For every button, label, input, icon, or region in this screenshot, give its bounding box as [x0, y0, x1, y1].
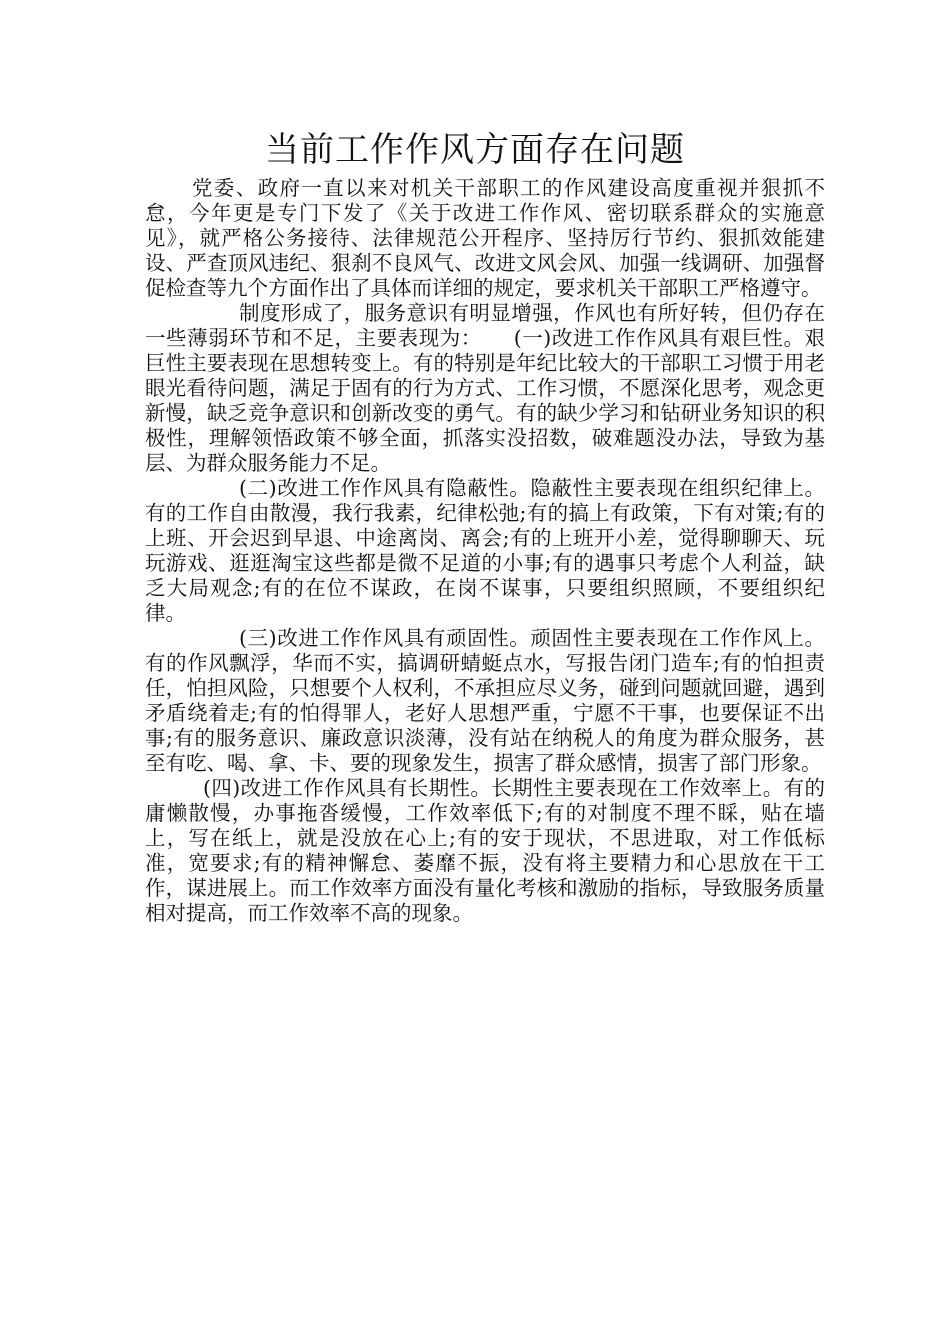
paragraph-section-3: (三)改进工作作风具有顽固性。顽固性主要表现在工作作风上。有的作风飘浮，华而不实，搞调研蜻蜓点水，写报告闭门造车;有的怕担责任，怕担风险，只想要个人权利，不承担应尽义务，碰到问题就回避，遇到矛盾绕着走;有的怕得罪人，老好人思想严重，宁愿不干事，也要保证不出事;有的服务意识、廉政意识淡薄，没有站在纳税人的角度为群众服务，甚至有吃、喝、拿、卡、要的现象发生，损害了群众感情，损害了部门形象。 — [145, 626, 825, 775]
document-title: 当前工作作风方面存在问题 — [265, 130, 685, 170]
paragraph-section-4: (四)改进工作作风具有长期性。长期性主要表现在工作效率上。有的庸懒散慢，办事拖沓缓慢，工作效率低下;有的对制度不理不睬，贴在墙上，写在纸上，就是没放在心上;有的安于现状，不思进取，对工作低标准，宽要求;有的精神懈怠、萎靡不振，没有将主要精力和心思放在干工作，谋进展上。而工作效率方面没有量化考核和激励的指标，导致服务质量相对提高，而工作效率不高的现象。 — [145, 776, 825, 925]
paragraph-section-1: 制度形成了，服务意识有明显增强，作风也有所好转，但仍存在一些薄弱环节和不足，主要表现为： (一)改进工作作风具有艰巨性。艰巨性主要表现在思想转变上。有的特别是年纪比较大的干部职工习惯于用老眼光看待问题，满足于固有的行为方式、工作习惯，不愿深化思考，观念更新慢，缺乏竞争意识和创新改变的勇气。有的缺少学习和钻研业务知识的积极性，理解领悟政策不够全面，抓落实没招数，破难题没办法，导致为基层、为群众服务能力不足。 — [145, 301, 825, 475]
document-body — [145, 176, 825, 926]
paragraph-intro: 党委、政府一直以来对机关干部职工的作风建设高度重视并狠抓不怠，今年更是专门下发了《关于改进工作作风、密切联系群众的实施意见》，就严格公务接待、法律规范公开程序、坚持厉行节约、狠抓效能建设、严查顶风违纪、狠刹不良风气、改进文风会风、加强一线调研、加强督促检查等九个方面作出了具体而详细的规定，要求机关干部职工严格遵守。 — [145, 176, 825, 300]
paragraph-section-2: (二)改进工作作风具有隐蔽性。隐蔽性主要表现在组织纪律上。有的工作自由散漫，我行我素，纪律松弛;有的搞上有政策，下有对策;有的上班、开会迟到早退、中途离岗、离会;有的上班开小差，觉得聊聊天、玩玩游戏、逛逛淘宝这些都是微不足道的小事;有的遇事只考虑个人利益，缺乏大局观念;有的在位不谋政，在岗不谋事，只要组织照顾，不要组织纪律。 — [145, 476, 825, 625]
